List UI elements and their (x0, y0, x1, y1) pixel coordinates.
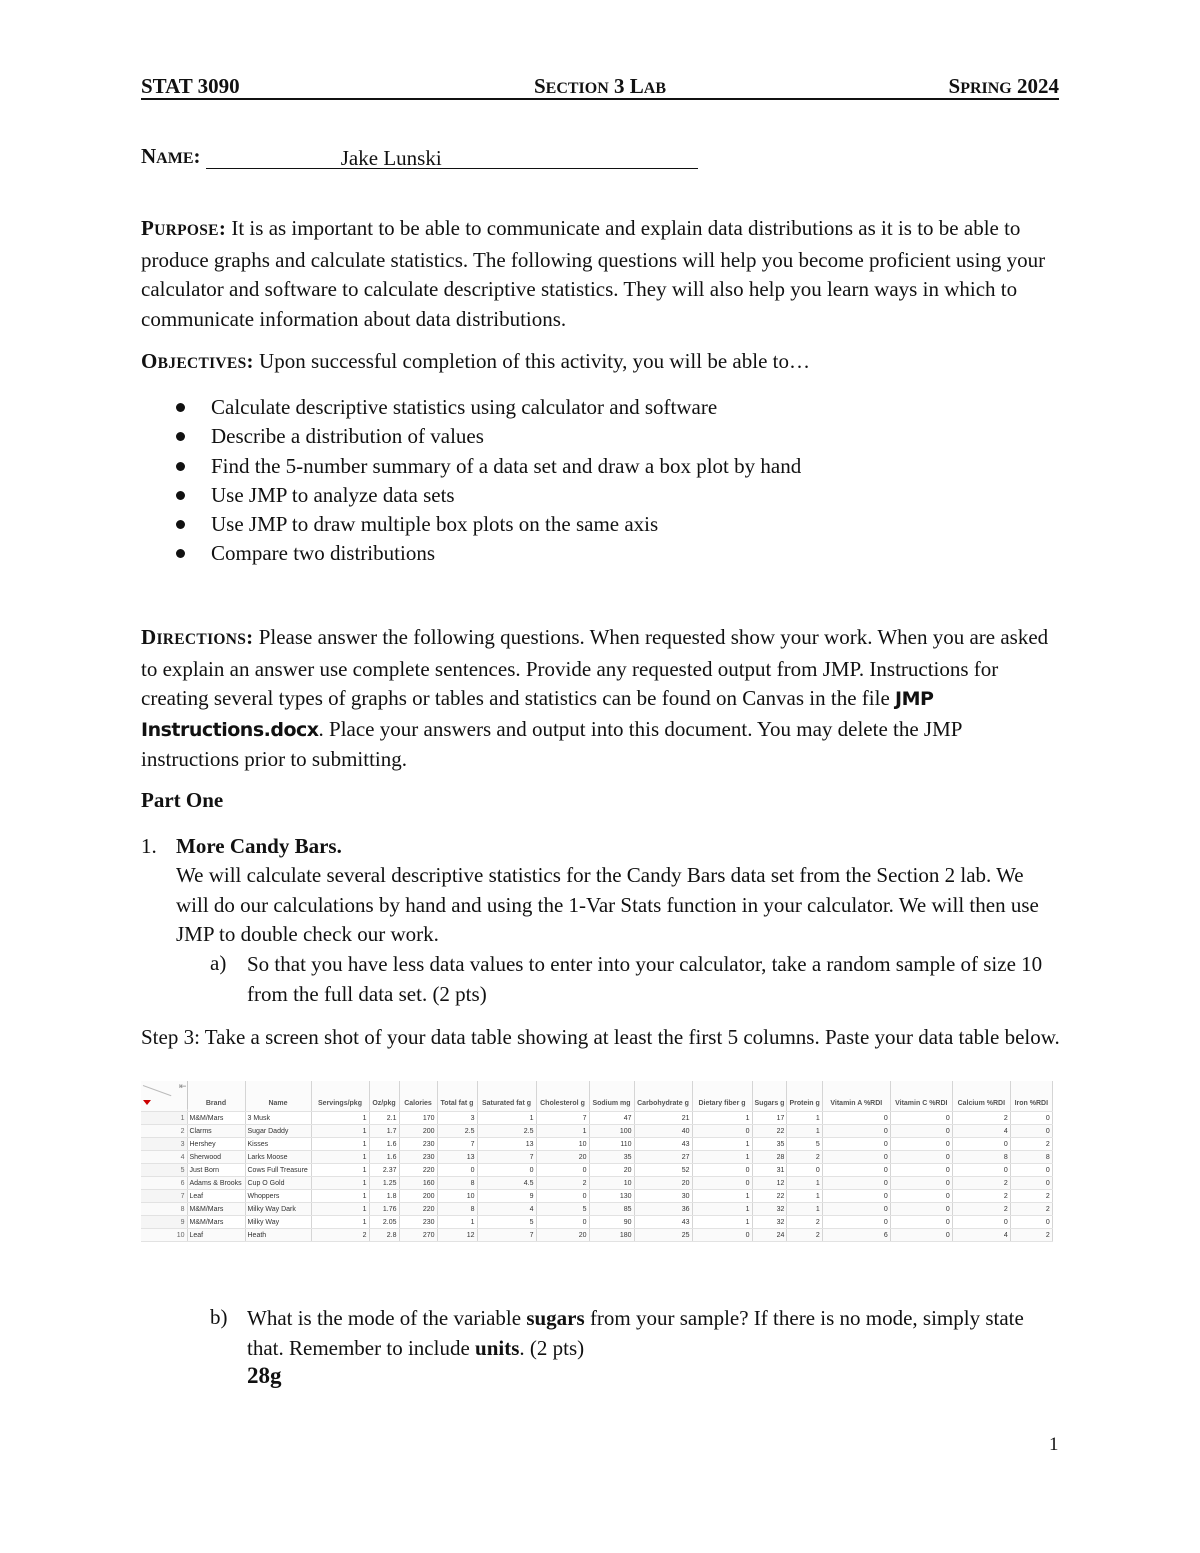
row-number[interactable]: 9 (141, 1216, 187, 1229)
table-cell[interactable]: 10 (589, 1177, 634, 1190)
table-cell[interactable]: 0 (692, 1164, 752, 1177)
table-cell[interactable]: 10 (536, 1138, 589, 1151)
bullet-icon (176, 432, 185, 441)
table-cell[interactable]: 20 (589, 1164, 634, 1177)
table-cell[interactable]: 1.6 (369, 1138, 399, 1151)
table-cell[interactable]: Cup O Gold (245, 1177, 311, 1190)
name-label: NAME: (141, 144, 201, 168)
table-cell[interactable]: 1 (692, 1216, 752, 1229)
table-cell[interactable]: Cows Full Treasure (245, 1164, 311, 1177)
table-cell[interactable]: 52 (634, 1164, 692, 1177)
table-cell[interactable]: Whoppers (245, 1190, 311, 1203)
column-header[interactable]: Carbohydrate g (634, 1081, 692, 1112)
column-header[interactable]: Vitamin A %RDI (822, 1081, 890, 1112)
table-cell[interactable]: 2 (952, 1203, 1010, 1216)
list-item: Calculate descriptive statistics using calculator and software (170, 393, 1050, 422)
bullet-icon (176, 491, 185, 500)
table-cell[interactable]: 130 (589, 1190, 634, 1203)
table-cell[interactable]: 20 (536, 1229, 589, 1242)
table-cell[interactable]: 12 (437, 1229, 477, 1242)
section-title: SECTION 3 LAB (533, 74, 667, 98)
table-cell[interactable]: 0 (437, 1164, 477, 1177)
column-header[interactable]: Calories (399, 1081, 437, 1112)
table-cell[interactable]: 13 (477, 1138, 536, 1151)
table-cell[interactable]: 0 (890, 1203, 952, 1216)
table-cell[interactable]: 36 (634, 1203, 692, 1216)
table-cell[interactable]: 0 (890, 1216, 952, 1229)
table-cell[interactable]: 1 (692, 1138, 752, 1151)
table-cell[interactable]: 40 (634, 1125, 692, 1138)
table-cell[interactable]: 220 (399, 1164, 437, 1177)
table-cell[interactable]: 1 (787, 1125, 822, 1138)
column-header[interactable]: Vitamin C %RDI (890, 1081, 952, 1112)
table-row[interactable] (141, 1125, 1052, 1138)
table-cell[interactable]: 30 (634, 1190, 692, 1203)
table-cell[interactable]: Leaf (187, 1229, 245, 1242)
table-cell[interactable]: 1 (311, 1112, 369, 1125)
table-cell[interactable]: Adams & Brooks (187, 1177, 245, 1190)
column-header[interactable]: Protein g (787, 1081, 822, 1112)
table-row[interactable] (141, 1216, 1052, 1229)
column-header[interactable]: Sugars g (752, 1081, 787, 1112)
table-row[interactable] (141, 1177, 1052, 1190)
list-item: Compare two distributions (170, 539, 1050, 568)
table-cell[interactable]: 7 (437, 1138, 477, 1151)
table-cell[interactable]: 22 (752, 1190, 787, 1203)
table-cell[interactable]: 6 (822, 1229, 890, 1242)
row-number[interactable]: 2 (141, 1125, 187, 1138)
table-corner-widget[interactable] (141, 1081, 188, 1109)
table-cell[interactable]: 100 (589, 1125, 634, 1138)
table-cell[interactable]: 32 (752, 1216, 787, 1229)
page-number: 1 (1049, 1434, 1059, 1455)
table-cell[interactable]: 1 (311, 1125, 369, 1138)
directions-label: DIRECTIONS: (141, 625, 254, 649)
course-code: STAT 3090 (141, 74, 240, 98)
table-cell[interactable]: 2 (1010, 1229, 1052, 1242)
table-cell[interactable]: 2 (787, 1216, 822, 1229)
list-item: Describe a distribution of values (170, 422, 1050, 451)
table-cell[interactable]: 0 (1010, 1164, 1052, 1177)
table-cell[interactable]: 1 (692, 1151, 752, 1164)
table-cell[interactable]: 8 (952, 1151, 1010, 1164)
table-cell[interactable]: 0 (692, 1229, 752, 1242)
table-cell[interactable]: 0 (822, 1151, 890, 1164)
table-cell[interactable]: 110 (589, 1138, 634, 1151)
subquestion-b-letter: b) (210, 1305, 228, 1329)
table-cell[interactable]: 2.37 (369, 1164, 399, 1177)
table-cell[interactable]: 1 (311, 1151, 369, 1164)
table-cell[interactable]: 2.5 (437, 1125, 477, 1138)
table-cell[interactable]: 1.76 (369, 1203, 399, 1216)
table-cell[interactable]: 4 (952, 1125, 1010, 1138)
table-cell[interactable]: 230 (399, 1216, 437, 1229)
table-cell[interactable]: 270 (399, 1229, 437, 1242)
subquestion-a-letter: a) (210, 951, 227, 975)
table-cell[interactable]: M&M/Mars (187, 1203, 245, 1216)
column-header[interactable]: Iron %RDI (1010, 1081, 1052, 1112)
bullet-icon (176, 462, 185, 471)
table-cell[interactable]: 85 (589, 1203, 634, 1216)
table-cell[interactable]: 7 (536, 1112, 589, 1125)
table-cell[interactable]: 7 (477, 1151, 536, 1164)
table-cell[interactable]: 200 (399, 1190, 437, 1203)
table-cell[interactable]: 2 (787, 1229, 822, 1242)
row-number[interactable]: 5 (141, 1164, 187, 1177)
table-cell[interactable]: 7 (477, 1229, 536, 1242)
table-cell[interactable]: 35 (589, 1151, 634, 1164)
table-cell[interactable]: 5 (536, 1203, 589, 1216)
table-cell[interactable]: 230 (399, 1138, 437, 1151)
table-cell[interactable]: 2.05 (369, 1216, 399, 1229)
table-cell[interactable]: 0 (952, 1216, 1010, 1229)
row-arrow-icon: ⇤ (179, 1081, 187, 1091)
table-cell[interactable]: 1 (692, 1190, 752, 1203)
table-cell[interactable]: 0 (822, 1177, 890, 1190)
table-cell[interactable]: 2 (536, 1177, 589, 1190)
table-cell[interactable]: 4 (477, 1203, 536, 1216)
table-cell[interactable]: 0 (536, 1190, 589, 1203)
table-cell[interactable]: 4 (952, 1229, 1010, 1242)
table-cell[interactable]: 17 (752, 1112, 787, 1125)
table-cell[interactable]: 8 (437, 1203, 477, 1216)
table-cell[interactable]: 1 (437, 1216, 477, 1229)
table-cell[interactable]: 0 (890, 1138, 952, 1151)
table-cell[interactable]: 1 (477, 1112, 536, 1125)
column-header[interactable]: Cholesterol g (536, 1081, 589, 1112)
table-cell[interactable]: 2.1 (369, 1112, 399, 1125)
step3-text: Step 3: Take a screen shot of your data table showing at least the first 5 columns. Paste your data table below. (141, 1025, 1060, 1049)
table-cell[interactable]: 1.7 (369, 1125, 399, 1138)
table-cell[interactable]: M&M/Mars (187, 1112, 245, 1125)
objectives-list (170, 393, 1050, 569)
table-cell[interactable]: 8 (1010, 1151, 1052, 1164)
table-cell[interactable]: 2.5 (477, 1125, 536, 1138)
column-header[interactable]: Sodium mg (589, 1081, 634, 1112)
table-cell[interactable]: 27 (634, 1151, 692, 1164)
table-cell[interactable]: 0 (822, 1112, 890, 1125)
table-cell[interactable]: 12 (752, 1177, 787, 1190)
table-cell[interactable]: 22 (752, 1125, 787, 1138)
table-cell[interactable]: 0 (822, 1125, 890, 1138)
table-cell[interactable]: 2 (952, 1177, 1010, 1190)
table-cell[interactable]: 170 (399, 1112, 437, 1125)
table-cell[interactable]: 200 (399, 1125, 437, 1138)
table-cell[interactable]: 230 (399, 1151, 437, 1164)
table-cell[interactable]: 1 (536, 1125, 589, 1138)
table-cell[interactable]: Sherwood (187, 1151, 245, 1164)
row-number[interactable]: 4 (141, 1151, 187, 1164)
table-cell[interactable]: Larks Moose (245, 1151, 311, 1164)
table-cell[interactable]: 32 (752, 1203, 787, 1216)
table-row[interactable] (141, 1229, 1052, 1242)
bullet-icon (176, 520, 185, 529)
table-cell[interactable]: 2 (1010, 1138, 1052, 1151)
directions-paragraph: DIRECTIONS: Please answer the following questions. When requested show your work. When you are asked to explain an answer use complete sentences. Provide any requested output from JMP. Instructions for creating several types of graphs or tables and statistics can be found on Canvas in the file JMP Instructions.docx. Place your answers and output into this document. You may delete the JMP instructions prior to submitting. (141, 625, 1049, 771)
table-cell[interactable]: 5 (787, 1138, 822, 1151)
table-cell[interactable]: 2 (1010, 1190, 1052, 1203)
table-cell[interactable]: 2 (787, 1151, 822, 1164)
table-cell[interactable]: 1 (787, 1112, 822, 1125)
table-cell[interactable]: 2 (952, 1190, 1010, 1203)
table-cell[interactable]: Kisses (245, 1138, 311, 1151)
table-cell[interactable]: 4.5 (477, 1177, 536, 1190)
table-row[interactable] (141, 1138, 1052, 1151)
semester: SPRING 2024 (948, 74, 1059, 98)
table-cell[interactable]: 1.8 (369, 1190, 399, 1203)
table-row[interactable] (141, 1203, 1052, 1216)
table-cell[interactable]: 25 (634, 1229, 692, 1242)
table-cell[interactable]: 0 (822, 1138, 890, 1151)
table-cell[interactable]: Clarms (187, 1125, 245, 1138)
table-cell[interactable]: 1 (311, 1177, 369, 1190)
table-cell[interactable]: 3 (437, 1112, 477, 1125)
table-cell[interactable]: 0 (890, 1164, 952, 1177)
table-cell[interactable]: 180 (589, 1229, 634, 1242)
table-cell[interactable]: 0 (890, 1151, 952, 1164)
table-cell[interactable]: 47 (589, 1112, 634, 1125)
table-cell[interactable]: 1 (692, 1203, 752, 1216)
table-cell[interactable]: 10 (437, 1190, 477, 1203)
table-cell[interactable]: 8 (437, 1177, 477, 1190)
table-cell[interactable]: 43 (634, 1216, 692, 1229)
table-cell[interactable]: 1 (787, 1177, 822, 1190)
table-cell[interactable]: M&M/Mars (187, 1216, 245, 1229)
table-cell[interactable]: 2 (311, 1229, 369, 1242)
column-header[interactable]: Name (245, 1081, 311, 1112)
table-body (141, 1112, 1052, 1242)
row-number[interactable]: 3 (141, 1138, 187, 1151)
table-row[interactable] (141, 1164, 1052, 1177)
table-cell[interactable]: 0 (822, 1216, 890, 1229)
table-cell[interactable]: 31 (752, 1164, 787, 1177)
table-cell[interactable]: 0 (477, 1164, 536, 1177)
subquestion-a-text: So that you have less data values to enter into your calculator, take a random sample of size 10 from the full data set. (2 pts) (247, 952, 1043, 1006)
bullet-icon (176, 549, 185, 558)
table-cell[interactable]: 220 (399, 1203, 437, 1216)
jmp-instructions-filename: JMP Instructions.docx (141, 688, 934, 741)
table-cell[interactable]: 0 (1010, 1216, 1052, 1229)
table-cell[interactable]: 0 (890, 1125, 952, 1138)
data-table (141, 1081, 1053, 1242)
row-number[interactable]: 8 (141, 1203, 187, 1216)
table-cell[interactable]: 1 (311, 1216, 369, 1229)
table-cell[interactable]: 0 (890, 1229, 952, 1242)
corner-divider (143, 1085, 172, 1096)
question-text: We will calculate several descriptive statistics for the Candy Bars data set from the Section 2 lab. We will do our calculations by hand and using the 1-Var Stats function in your calculator. We will then use JMP to double check our work. (176, 863, 1039, 946)
table-cell[interactable]: 0 (952, 1138, 1010, 1151)
table-cell[interactable]: 0 (536, 1164, 589, 1177)
red-triangle-menu-icon[interactable] (143, 1100, 151, 1105)
subquestion-b-text: What is the mode of the variable sugars from your sample? If there is no mode, simply state that. Remember to include units. (2 pts) (247, 1306, 1024, 1360)
table-cell[interactable]: 0 (822, 1203, 890, 1216)
purpose-text: It is as important to be able to communicate and explain data distributions as it is to be able to produce graphs and calculate statistics. The following questions will help you become proficient using your calculator and software to calculate descriptive statistics. They will also help you learn ways in which to communicate information about data distributions. (141, 216, 1046, 331)
column-header[interactable]: Total fat g (437, 1081, 477, 1112)
table-cell[interactable]: 2 (952, 1112, 1010, 1125)
column-header[interactable]: Servings/pkg (311, 1081, 369, 1112)
table-cell[interactable]: 1.6 (369, 1151, 399, 1164)
table-cell[interactable]: 2.8 (369, 1229, 399, 1242)
table-header-row (141, 1081, 1052, 1112)
table-cell[interactable]: 9 (477, 1190, 536, 1203)
table-cell[interactable]: 13 (437, 1151, 477, 1164)
table-cell[interactable]: 0 (890, 1112, 952, 1125)
table-cell[interactable]: 20 (634, 1177, 692, 1190)
list-item: Find the 5-number summary of a data set and draw a box plot by hand (170, 452, 1050, 481)
table-cell[interactable]: 24 (752, 1229, 787, 1242)
column-header[interactable]: Saturated fat g (477, 1081, 536, 1112)
question-title: More Candy Bars. (176, 834, 342, 858)
data-table-screenshot (141, 1081, 1057, 1239)
objectives-paragraph (141, 347, 1061, 379)
table-cell[interactable]: 1 (311, 1138, 369, 1151)
table-cell[interactable]: 0 (890, 1190, 952, 1203)
column-header[interactable]: Calcium %RDI (952, 1081, 1010, 1112)
table-cell[interactable]: 90 (589, 1216, 634, 1229)
table-cell[interactable]: 1 (787, 1190, 822, 1203)
table-cell[interactable]: 1 (311, 1190, 369, 1203)
table-cell[interactable]: 160 (399, 1177, 437, 1190)
purpose-paragraph (141, 214, 1061, 334)
table-cell[interactable]: 0 (822, 1164, 890, 1177)
page-header (141, 72, 1059, 100)
table-cell[interactable]: 0 (890, 1177, 952, 1190)
table-row[interactable] (141, 1151, 1052, 1164)
row-number[interactable]: 10 (141, 1229, 187, 1242)
row-number[interactable]: 1 (141, 1112, 187, 1125)
objectives-label: OBJECTIVES: (141, 349, 254, 373)
question-number: 1. (141, 834, 157, 858)
table-cell[interactable]: 1 (787, 1203, 822, 1216)
name-value: Jake Lunski (340, 146, 442, 170)
column-header[interactable]: Brand (187, 1081, 245, 1112)
table-cell[interactable]: 35 (752, 1138, 787, 1151)
table-cell[interactable]: Milky Way Dark (245, 1203, 311, 1216)
table-cell[interactable]: 1 (311, 1203, 369, 1216)
table-cell[interactable]: 0 (1010, 1125, 1052, 1138)
table-cell[interactable]: 2 (1010, 1203, 1052, 1216)
table-cell[interactable]: 0 (536, 1216, 589, 1229)
table-cell[interactable]: Sugar Daddy (245, 1125, 311, 1138)
table-cell[interactable]: 21 (634, 1112, 692, 1125)
list-item: Use JMP to draw multiple box plots on the same axis (170, 510, 1050, 539)
table-row[interactable] (141, 1190, 1052, 1203)
table-cell[interactable]: 1 (692, 1112, 752, 1125)
table-cell[interactable]: 1.25 (369, 1177, 399, 1190)
row-number[interactable]: 7 (141, 1190, 187, 1203)
row-number[interactable]: 6 (141, 1177, 187, 1190)
table-cell[interactable]: 5 (477, 1216, 536, 1229)
table-cell[interactable]: 28 (752, 1151, 787, 1164)
table-row[interactable] (141, 1112, 1052, 1125)
table-cell[interactable]: 0 (692, 1177, 752, 1190)
table-cell[interactable]: Heath (245, 1229, 311, 1242)
column-header[interactable]: Oz/pkg (369, 1081, 399, 1112)
table-cell[interactable]: 3 Musk (245, 1112, 311, 1125)
table-cell[interactable]: Leaf (187, 1190, 245, 1203)
table-cell[interactable]: 0 (822, 1190, 890, 1203)
table-cell[interactable]: 1 (311, 1164, 369, 1177)
purpose-label: PURPOSE: (141, 216, 227, 240)
table-cell[interactable]: 0 (1010, 1177, 1052, 1190)
table-cell[interactable]: 0 (692, 1125, 752, 1138)
name-row (141, 144, 698, 169)
bullet-icon (176, 403, 185, 412)
table-cell[interactable]: 20 (536, 1151, 589, 1164)
table-cell[interactable]: Milky Way (245, 1216, 311, 1229)
part-one-heading: Part One (141, 788, 224, 812)
table-cell[interactable]: 0 (787, 1164, 822, 1177)
table-cell[interactable]: 0 (952, 1164, 1010, 1177)
list-item: Use JMP to analyze data sets (170, 481, 1050, 510)
name-field[interactable] (206, 146, 698, 169)
column-header[interactable]: Dietary fiber g (692, 1081, 752, 1112)
table-cell[interactable]: 43 (634, 1138, 692, 1151)
table-cell[interactable]: Just Born (187, 1164, 245, 1177)
table-cell[interactable]: 0 (1010, 1112, 1052, 1125)
table-cell[interactable]: Hershey (187, 1138, 245, 1151)
subquestion-b-answer[interactable]: 28g (247, 1363, 282, 1388)
objectives-text: Upon successful completion of this activity, you will be able to… (259, 349, 810, 373)
